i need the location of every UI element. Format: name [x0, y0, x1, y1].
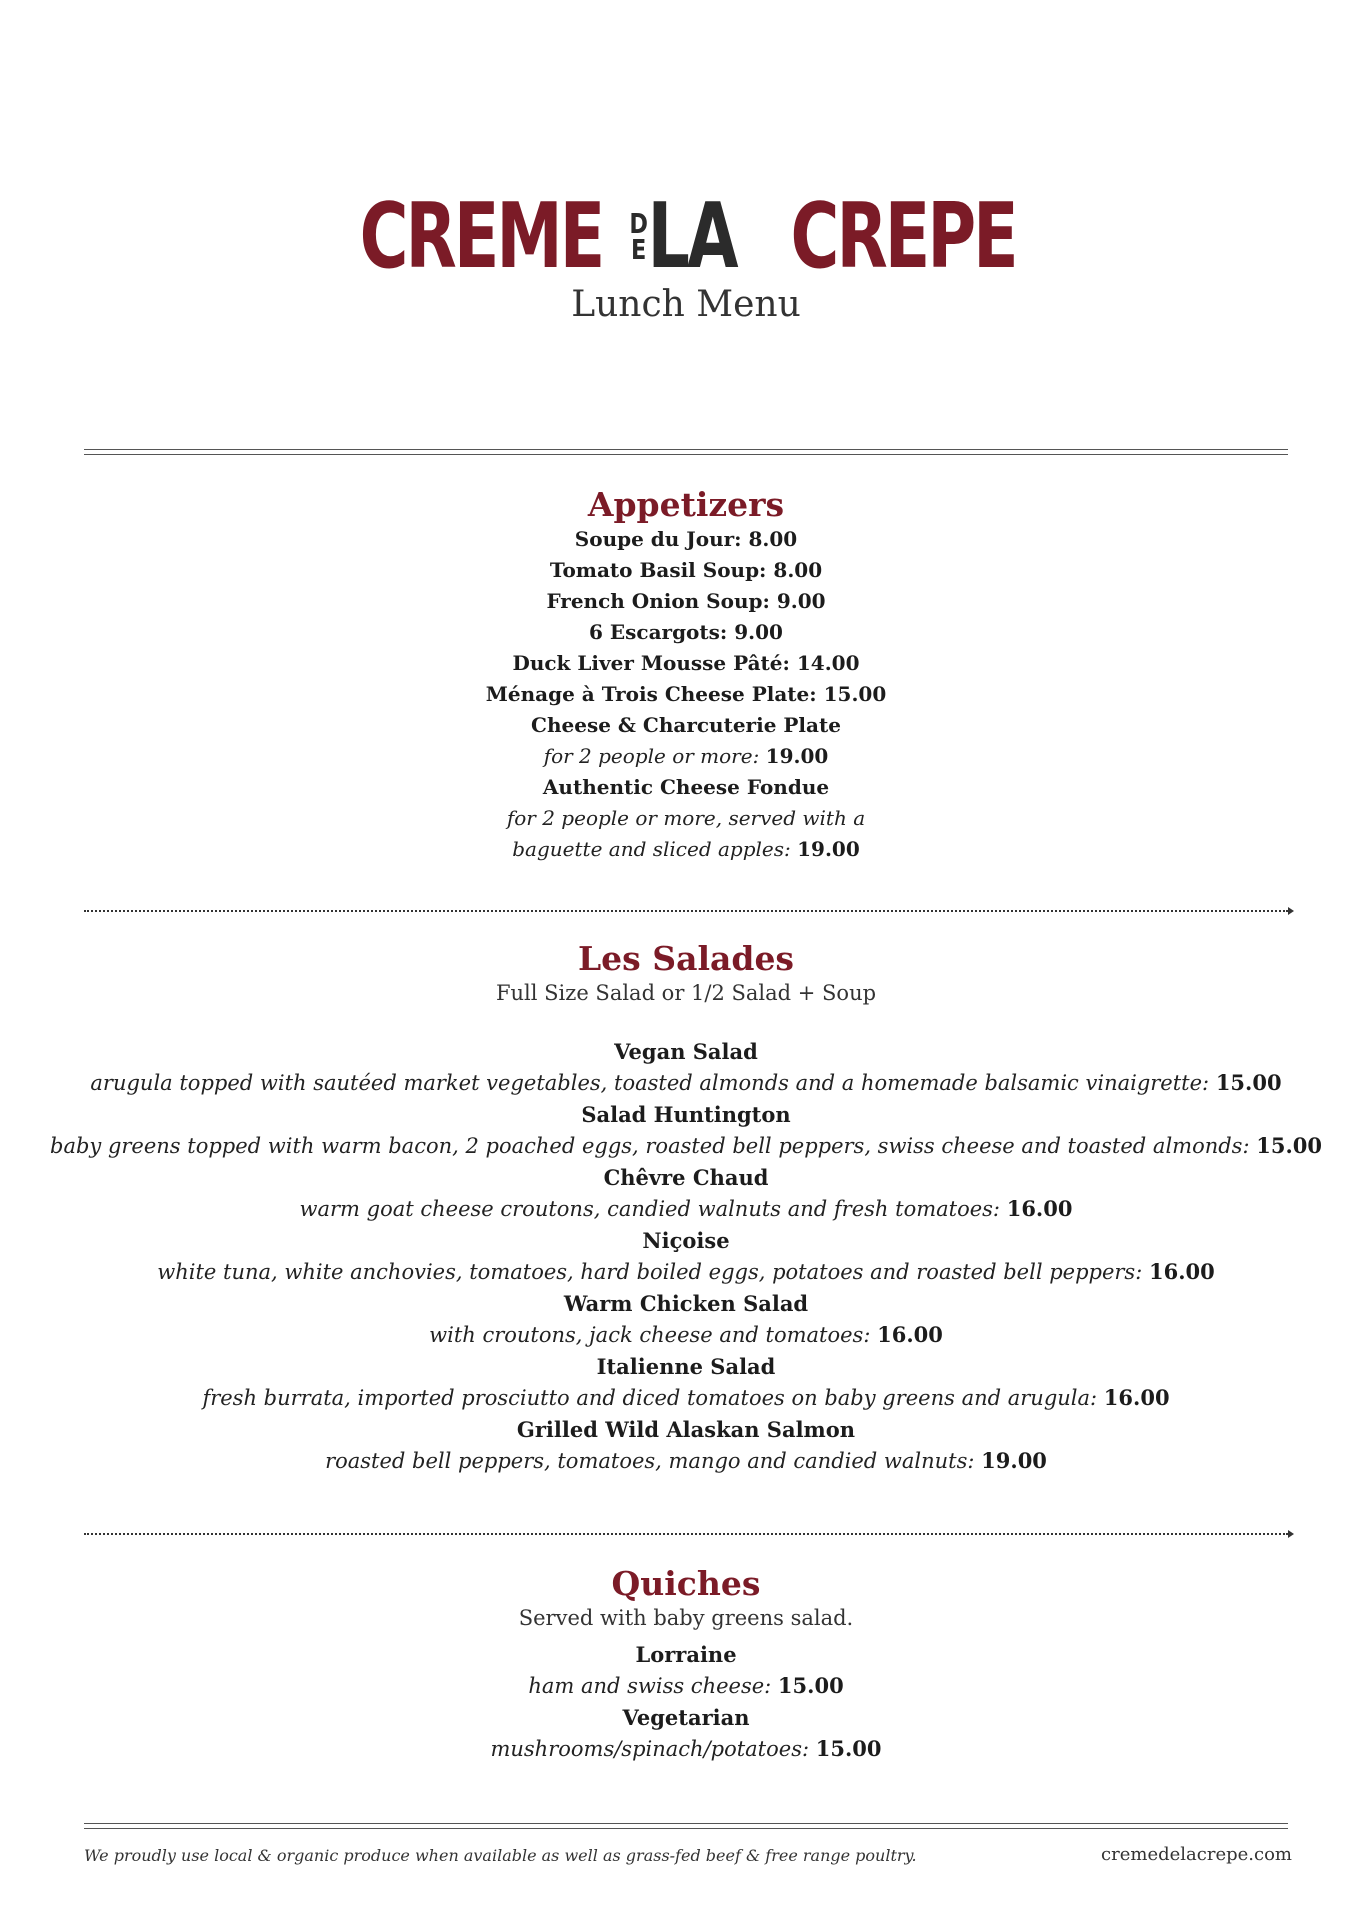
restaurant-logo: [0, 184, 1372, 289]
quiches-title: Quiches: [611, 1564, 761, 1603]
quiches-section: [0, 1565, 1372, 1765]
menu-item: Duck Liver Mousse Pâté: 14.00: [512, 651, 860, 675]
menu-item-desc: for 2 people or more, served with a: [506, 806, 866, 830]
menu-item-desc: ham and swiss cheese: 15.00: [528, 1673, 844, 1698]
menu-item-name: Niçoise: [642, 1228, 730, 1253]
menu-item-name: Grilled Wild Alaskan Salmon: [516, 1417, 856, 1442]
menu-item-desc: mushrooms/spinach/potatoes: 15.00: [490, 1736, 882, 1761]
appetizers-section: [0, 486, 1372, 865]
menu-item: Ménage à Trois Cheese Plate: 15.00: [485, 682, 887, 706]
menu-item-name: Italienne Salad: [596, 1354, 776, 1379]
menu-item-desc: roasted bell peppers, tomatoes, mango and candied walnuts: 19.00: [325, 1448, 1047, 1473]
logo-crepe: CREPE: [790, 184, 1016, 289]
appetizers-title: Appetizers: [587, 485, 785, 524]
menu-item-desc: baby greens topped with warm bacon, 2 poached eggs, roasted bell peppers, swiss cheese and toasted almonds: 15.00: [50, 1133, 1322, 1158]
quiches-subtitle: Served with baby greens salad.: [518, 1606, 854, 1630]
menu-item-name: Cheese & Charcuterie Plate: [531, 713, 841, 737]
menu-item-desc: warm goat cheese croutons, candied walnuts and fresh tomatoes: 16.00: [299, 1196, 1073, 1221]
menu-item-desc: fresh burrata, imported prosciutto and diced tomatoes on baby greens and arugula: 16.00: [202, 1385, 1170, 1410]
logo-creme: CREME: [359, 184, 603, 289]
salades-title: Les Salades: [577, 939, 795, 978]
menu-item: Tomato Basil Soup: 8.00: [549, 558, 823, 582]
menu-item: 6 Escargots: 9.00: [589, 620, 783, 644]
dotted-divider: [84, 910, 1288, 912]
menu-item-desc: with croutons, jack cheese and tomatoes: 16.00: [429, 1322, 943, 1347]
menu-item-desc: baguette and sliced apples: 19.00: [512, 837, 860, 861]
bottom-divider: [84, 1823, 1288, 1829]
menu-item-name: Authentic Cheese Fondue: [542, 775, 830, 799]
top-divider: [84, 449, 1288, 455]
salades-section: [0, 940, 1372, 1477]
menu-item: French Onion Soup: 9.00: [546, 589, 826, 613]
menu-item-name: Salad Huntington: [581, 1102, 791, 1127]
logo-de-e: E: [630, 233, 646, 266]
menu-item-name: Vegetarian: [622, 1705, 750, 1730]
menu-title: Lunch Menu: [571, 284, 801, 325]
menu-item: Soupe du Jour: 8.00: [574, 527, 798, 551]
menu-item-desc: for 2 people or more: 19.00: [543, 744, 829, 768]
footer-url[interactable]: cremedelacrepe.com: [1101, 1844, 1292, 1865]
salades-subtitle: Full Size Salad or 1/2 Salad + Soup: [495, 981, 877, 1005]
menu-item-name: Lorraine: [635, 1642, 737, 1667]
menu-item-name: Chêvre Chaud: [603, 1165, 769, 1190]
dotted-divider: [84, 1533, 1288, 1535]
menu-item-desc: arugula topped with sautéed market vegetables, toasted almonds and a homemade balsamic vinaigrette: 15.00: [90, 1070, 1282, 1095]
logo-la: LA: [647, 184, 736, 289]
logo-de: [628, 207, 648, 266]
menu-item-name: Vegan Salad: [614, 1039, 758, 1064]
menu-item-name: Warm Chicken Salad: [563, 1291, 809, 1316]
menu-item-desc: white tuna, white anchovies, tomatoes, hard boiled eggs, potatoes and roasted bell peppers: 16.00: [157, 1259, 1215, 1284]
footer-note: We proudly use local & organic produce when available as well as grass-fed beef & free range poultry.: [84, 1846, 917, 1865]
logo-de-d: D: [628, 207, 648, 240]
